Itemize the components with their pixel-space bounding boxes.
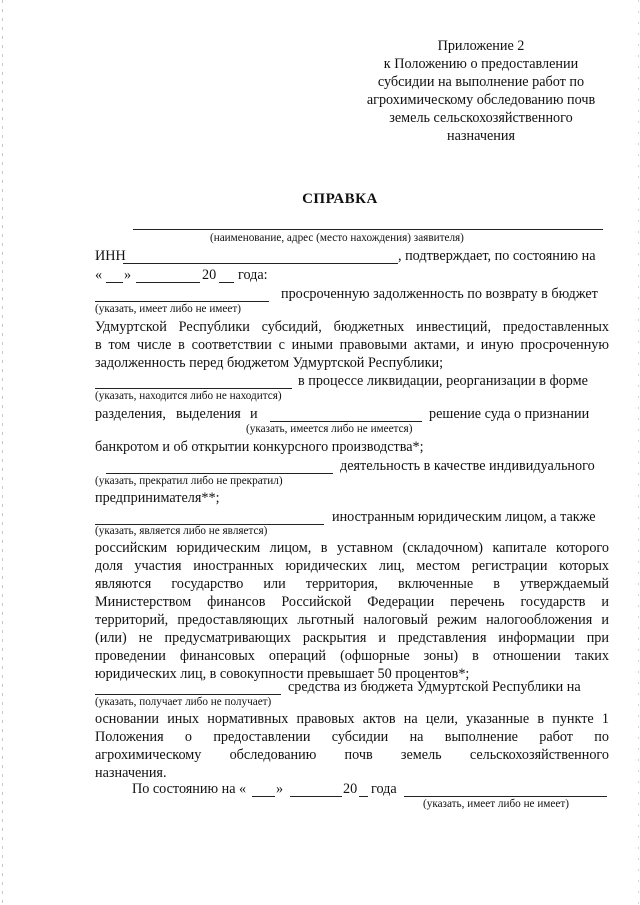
funds-field[interactable] [95, 694, 281, 695]
basis-line: агрохимическому обследованию почв земель сельскохозяйственного [95, 747, 609, 763]
activity-hint: (указать, прекратил либо не прекратил) [95, 475, 283, 487]
date-year-field[interactable] [219, 282, 234, 283]
liquidation-field[interactable] [95, 388, 292, 389]
basis-line: назначения. [95, 765, 167, 781]
separation-word: и [250, 406, 258, 422]
liquidation-hint: (указать, находится либо не находится) [95, 390, 282, 402]
activity-field[interactable] [106, 473, 333, 474]
state-hint: (указать, имеет либо не имеет) [423, 798, 569, 810]
bankruptcy-text: банкротом и об открытии конкурсного производства*; [95, 439, 424, 455]
debt-text-line: в том числе в соответствии с иными правовыми актами, и иную просроченную [95, 337, 609, 353]
inn-tail-text: , подтверждает, по состоянию на [398, 248, 596, 264]
appendix-line: Приложение 2 [437, 38, 525, 54]
scan-edge-left [2, 0, 3, 905]
appendix-line: агрохимическому обследованию почв [366, 92, 596, 108]
debt-field[interactable] [95, 301, 269, 302]
russian-entity-line: российским юридическим лицом, в уставном (складочном) капитале которого [95, 540, 609, 556]
funds-hint: (указать, получает либо не получает) [95, 696, 272, 708]
appendix-line: к Положению о предоставлении [383, 56, 579, 72]
applicant-field[interactable] [133, 229, 603, 230]
applicant-hint: (наименование, адрес (место нахождения) заявителя) [210, 232, 464, 244]
appendix-line: субсидии на выполнение работ по [377, 74, 585, 90]
date-day-field[interactable] [106, 282, 123, 283]
russian-entity-line: Министерством финансов Российской Федерации перечень государств и [95, 594, 609, 610]
state-month-field[interactable] [290, 796, 342, 797]
scan-edge-right [638, 0, 639, 905]
state-year-prefix: 20 [343, 781, 358, 797]
inn-label: ИНН [95, 248, 126, 264]
entrepreneur-text: предпринимателя**; [95, 490, 220, 506]
state-year-field[interactable] [359, 796, 368, 797]
state-day-field[interactable] [252, 796, 275, 797]
debt-hint: (указать, имеет либо не имеет) [95, 303, 241, 315]
date-close-quote: » [124, 267, 132, 283]
separation-word: выделения [176, 406, 241, 422]
russian-entity-line: проведении финансовых операций (офшорные зоны) в отношении таких [95, 648, 609, 664]
basis-line: Положения о предоставлении субсидии на выполнение работ по [95, 729, 609, 745]
russian-entity-line: (или) не предусматривающих раскрытия и представления информации при [95, 630, 609, 646]
court-hint: (указать, имеется либо не имеется) [246, 423, 413, 435]
inn-field[interactable] [123, 263, 398, 264]
state-close-quote: » [276, 781, 284, 797]
date-open-quote: « [95, 267, 103, 283]
basis-line: основании иных нормативных правовых актов на цели, указанные в пункте 1 [95, 711, 609, 727]
year-suffix: года: [238, 267, 268, 283]
debt-text-line: задолженность перед бюджетом Удмуртской Республики; [95, 355, 444, 371]
debt-budget-text: просроченную задолженность по возврату в бюджет [281, 286, 598, 302]
debt-text-line: Удмуртской Республики субсидий, бюджетных инвестиций, предоставленных [95, 319, 609, 335]
separation-word: разделения, [95, 406, 166, 422]
state-prefix: По состоянию на « [132, 781, 247, 797]
funds-text: средства из бюджета Удмуртской Республики на [288, 679, 581, 695]
activity-text: деятельность в качестве индивидуального [340, 458, 595, 474]
russian-entity-line: являются государство или территория, включенные в утверждаемый [95, 576, 609, 592]
russian-entity-line: юридических лиц, в совокупности превышает 50 процентов*; [95, 666, 470, 682]
state-status-field[interactable] [404, 796, 607, 797]
year-prefix: 20 [202, 267, 217, 283]
russian-entity-line: доля участия иностранных юридических лиц, местом регистрации которых [95, 558, 609, 574]
court-text: решение суда о признании [429, 406, 590, 422]
foreign-text: иностранным юридическим лицом, а также [332, 509, 596, 525]
document-title: СПРАВКА [302, 191, 378, 207]
appendix-line: земель сельскохозяйственного [389, 110, 573, 126]
foreign-hint: (указать, является либо не является) [95, 525, 268, 537]
court-field[interactable] [270, 421, 422, 422]
date-month-field[interactable] [136, 282, 200, 283]
liquidation-text: в процессе ликвидации, реорганизации в форме [298, 373, 588, 389]
state-tail: года [371, 781, 397, 797]
appendix-line: назначения [447, 128, 515, 144]
russian-entity-line: территорий, предоставляющих льготный налоговый режим налогообложения и [95, 612, 609, 628]
